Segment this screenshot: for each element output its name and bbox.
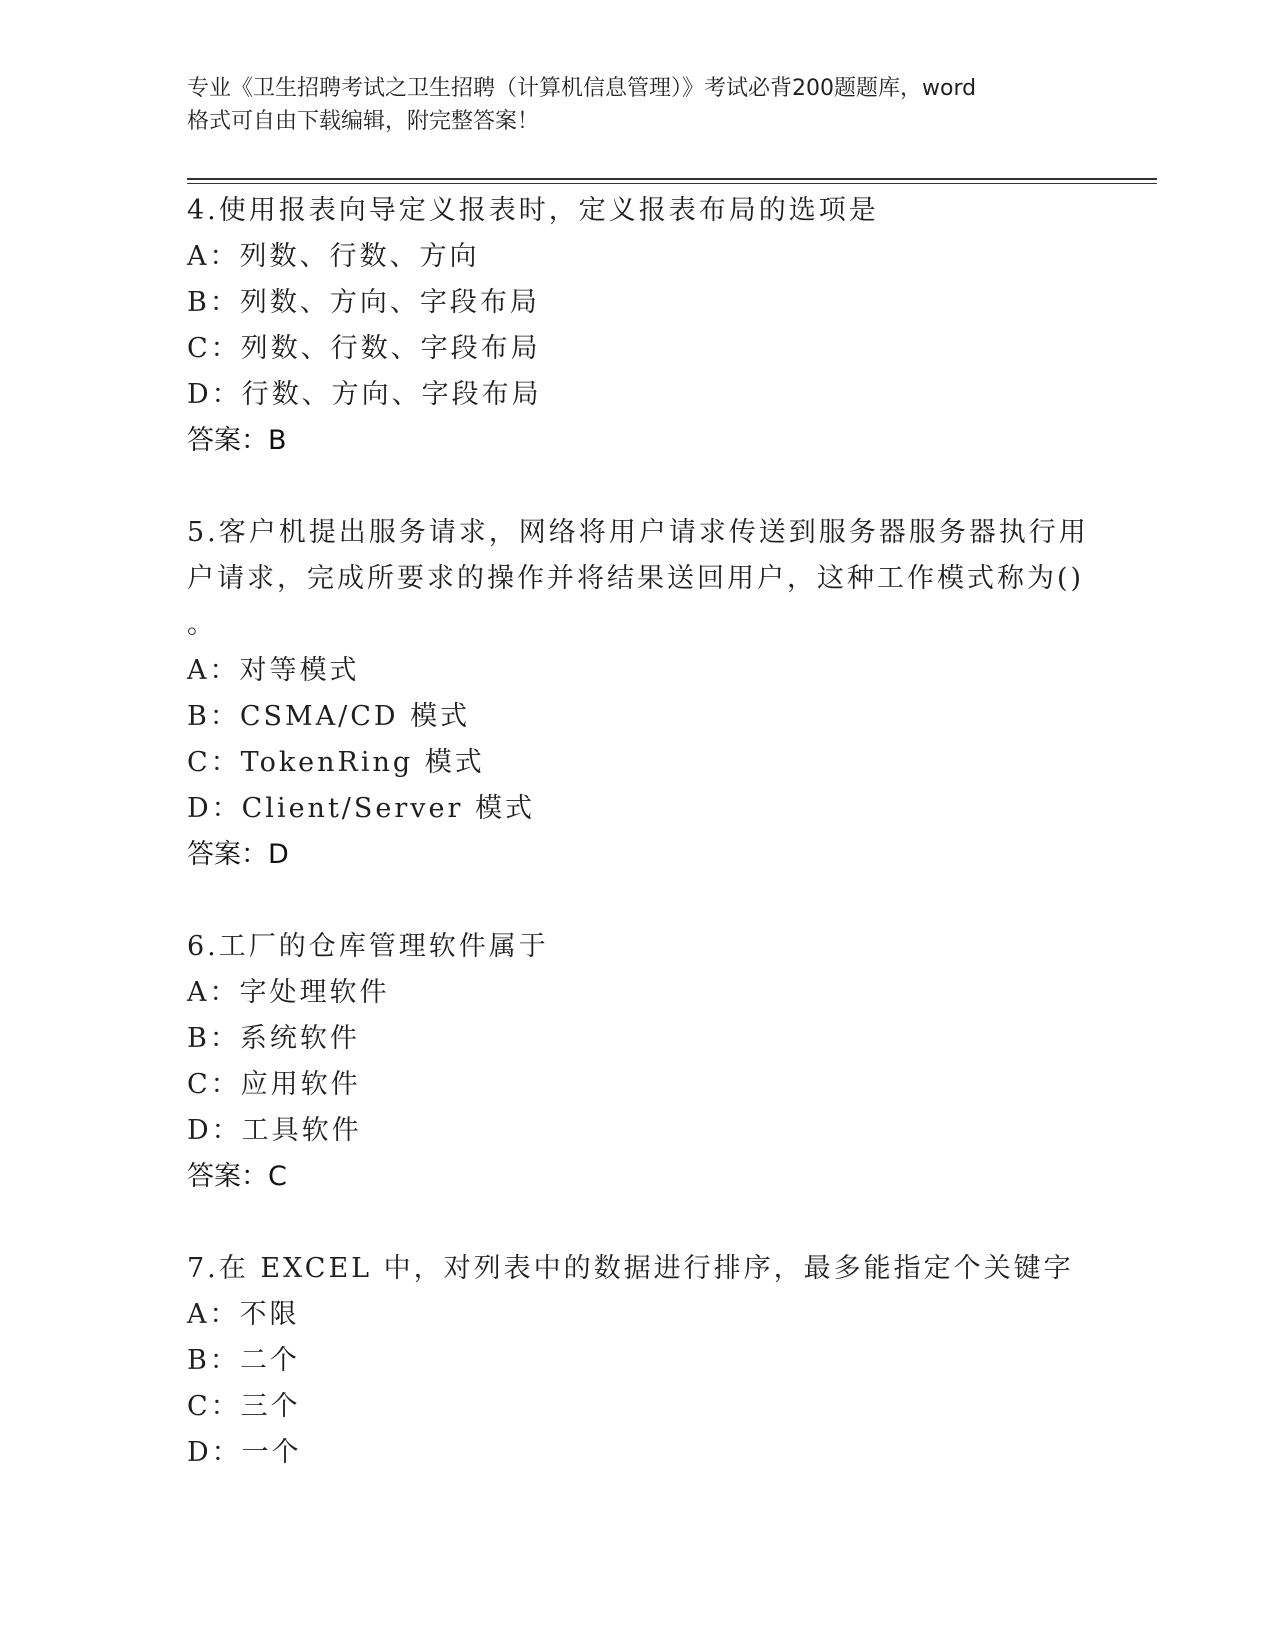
question-stem: 6.工厂的仓库管理软件属于	[187, 931, 549, 962]
option-c: C：TokenRing 模式	[187, 747, 485, 778]
header-divider-thin	[187, 183, 1157, 184]
option-a: A：列数、行数、方向	[187, 241, 480, 272]
option-b: B：系统软件	[187, 1023, 360, 1054]
header-divider-thick	[187, 178, 1157, 180]
question-7	[187, 1246, 1074, 1476]
question-stem-line-3: 。	[187, 609, 217, 640]
option-a: A：字处理软件	[187, 977, 390, 1008]
question-stem-line-2: 户请求，完成所要求的操作并将结果送回用户，这种工作模式称为()	[187, 563, 1085, 594]
question-5	[187, 510, 1089, 878]
answer-label: 答案：D	[187, 839, 289, 870]
option-d: D：Client/Server 模式	[187, 793, 535, 824]
option-d: D：工具软件	[187, 1115, 362, 1146]
answer-label: 答案：B	[187, 425, 287, 456]
question-stem: 4.使用报表向导定义报表时，定义报表布局的选项是	[187, 195, 879, 226]
spacer	[187, 878, 1067, 924]
option-b: B：列数、方向、字段布局	[187, 287, 540, 318]
header-line-2: 格式可自由下载编辑，附完整答案！	[187, 109, 540, 134]
option-c: C：三个	[187, 1391, 301, 1422]
option-a: A：不限	[187, 1299, 300, 1330]
spacer	[187, 464, 1067, 510]
document-header	[187, 72, 1087, 138]
option-d: D：一个	[187, 1437, 302, 1468]
question-4	[187, 188, 1067, 464]
question-stem: 7.在 EXCEL 中，对列表中的数据进行排序，最多能指定个关键字	[187, 1253, 1074, 1284]
option-b: B：CSMA/CD 模式	[187, 701, 471, 732]
option-a: A：对等模式	[187, 655, 360, 686]
option-d: D：行数、方向、字段布局	[187, 379, 542, 410]
question-6	[187, 924, 1067, 1200]
option-c: C：列数、行数、字段布局	[187, 333, 541, 364]
header-line-1: 专业《卫生招聘考试之卫生招聘（计算机信息管理）》考试必背200题题库，word	[187, 76, 977, 101]
question-list	[187, 188, 1089, 1476]
question-stem-line-1: 5.客户机提出服务请求，网络将用户请求传送到服务器服务器执行用	[187, 517, 1089, 548]
option-c: C：应用软件	[187, 1069, 361, 1100]
option-b: B：二个	[187, 1345, 300, 1376]
spacer	[187, 1200, 1067, 1246]
answer-label: 答案：C	[187, 1161, 287, 1192]
